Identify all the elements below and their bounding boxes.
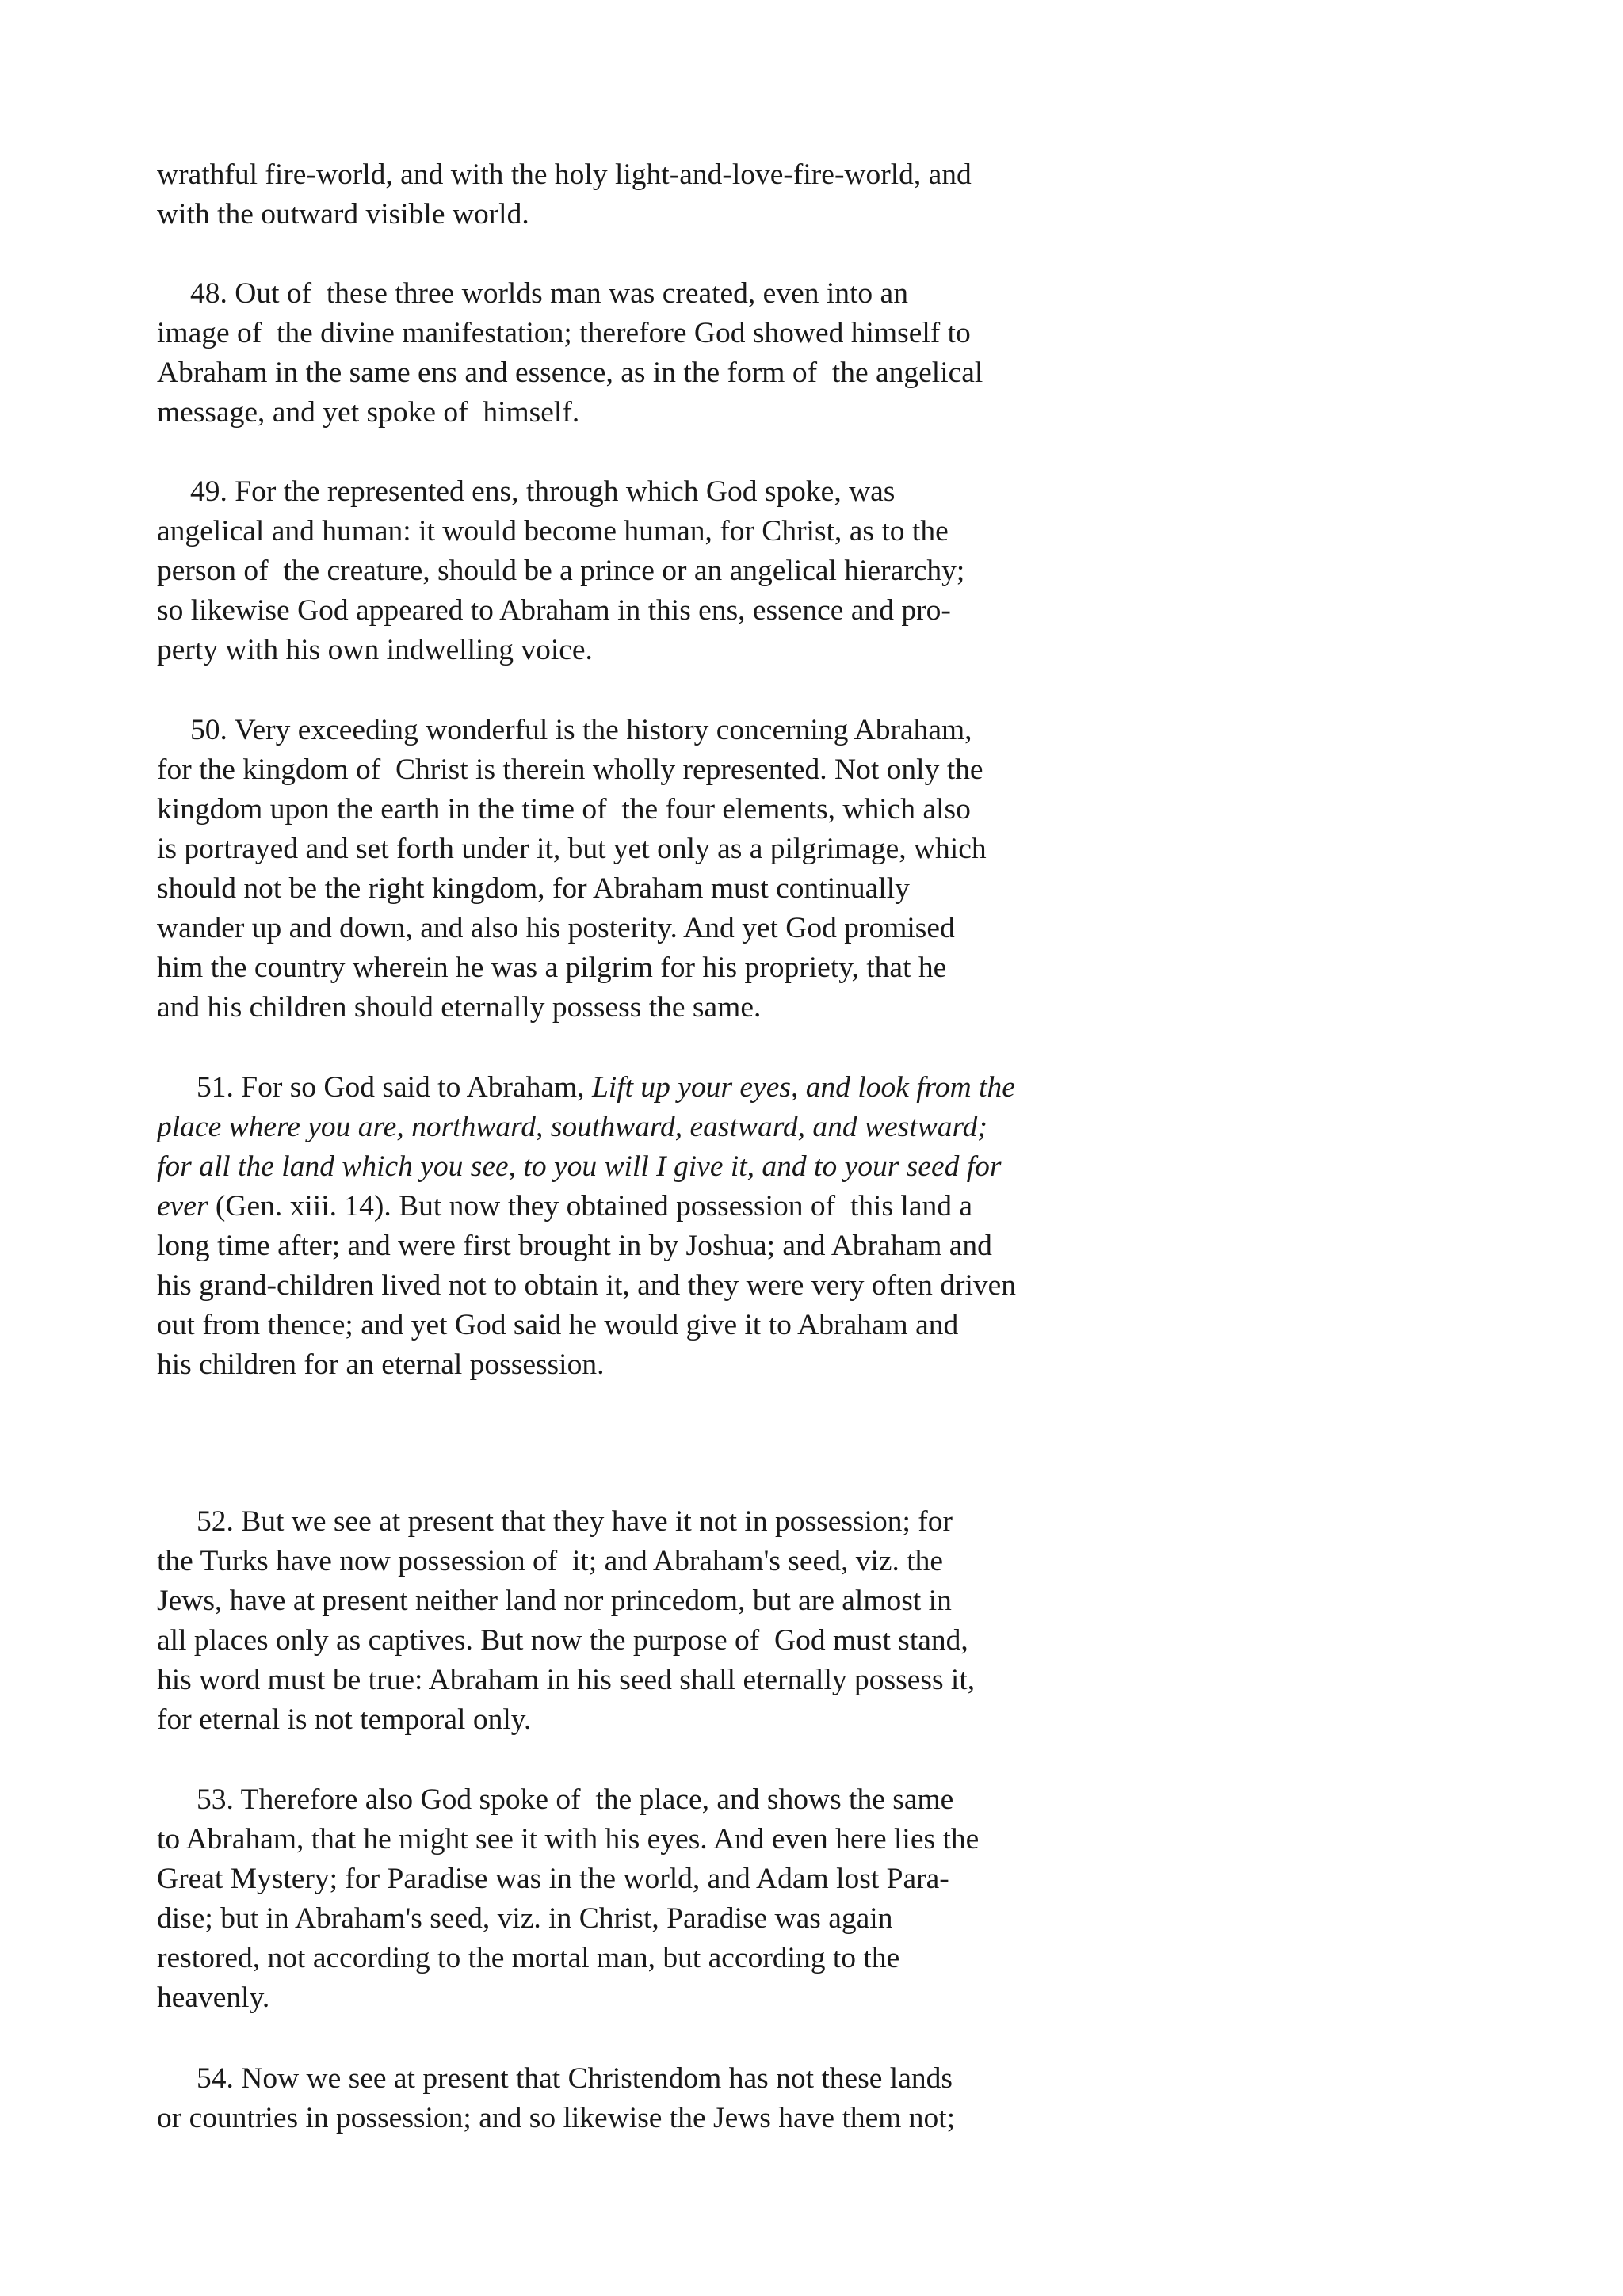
text-line: long time after; and were first brought in by Joshua; and Abraham and — [157, 1230, 992, 1262]
text-plain: 51. For so God said to Abraham, — [197, 1071, 592, 1104]
text-line: 54. Now we see at present that Christendom has not these lands — [197, 2062, 953, 2095]
scripture-quote: place where you are, northward, southward, eastward, and westward; — [157, 1111, 987, 1143]
paragraph-52 — [157, 1502, 1282, 1740]
text-line: heavenly. — [157, 1981, 270, 2014]
text-line: dise; but in Abraham's seed, viz. in Christ, Paradise was again — [157, 1902, 893, 1935]
text-line: Jews, have at present neither land nor princedom, but are almost in — [157, 1585, 952, 1617]
text-line: 50. Very exceeding wonderful is the history concerning Abraham, — [190, 714, 972, 746]
text-line: and his children should eternally possess the same. — [157, 991, 762, 1024]
text-line — [157, 1187, 1282, 1226]
paragraph-48 — [157, 274, 1282, 433]
text-line: wrathful fire-world, and with the holy light-and-love-fire-world, and — [157, 158, 972, 191]
text-line: for eternal is not temporal only. — [157, 1703, 532, 1736]
scripture-quote: for all the land which you see, to you will I give it, and to your seed for — [157, 1150, 1002, 1183]
text-line — [157, 1068, 1282, 1108]
text-line: kingdom upon the earth in the time of the four elements, which also — [157, 793, 971, 826]
text-line: the Turks have now possession of it; and Abraham's seed, viz. the — [157, 1545, 944, 1577]
text-line: 48. Out of these three worlds man was created, even into an — [190, 277, 908, 310]
text-line: Abraham in the same ens and essence, as in the form of the angelical — [157, 357, 983, 389]
text-line: image of the divine manifestation; therefore God showed himself to — [157, 317, 971, 349]
paragraph-54 — [157, 2059, 1282, 2138]
text-line: Great Mystery; for Paradise was in the world, and Adam lost Para- — [157, 1863, 949, 1895]
text-line: to Abraham, that he might see it with his eyes. And even here lies the — [157, 1823, 980, 1855]
text-line: person of the creature, should be a prince or an angelical hierarchy; — [157, 555, 965, 587]
scripture-quote: ever — [157, 1190, 208, 1222]
paragraph-49 — [157, 472, 1282, 670]
text-line: 53. Therefore also God spoke of the place, and shows the same — [197, 1783, 954, 1816]
text-line: angelical and human: it would become human, for Christ, as to the — [157, 515, 949, 547]
text-line: perty with his own indwelling voice. — [157, 634, 593, 666]
scripture-quote: Lift up your eyes, and look from the — [591, 1071, 1015, 1104]
text-line: with the outward visible world. — [157, 198, 529, 231]
text-line: out from thence; and yet God said he would give it to Abraham and — [157, 1309, 959, 1341]
text-line: for the kingdom of Christ is therein wholly represented. Not only the — [157, 753, 983, 786]
text-line: his children for an eternal possession. — [157, 1348, 605, 1381]
text-line: should not be the right kingdom, for Abraham must continually — [157, 872, 910, 905]
text-line: is portrayed and set forth under it, but yet only as a pilgrimage, which — [157, 833, 987, 865]
text-line: his word must be true: Abraham in his seed shall eternally possess it, — [157, 1664, 976, 1696]
text-line: restored, not according to the mortal man, but according to the — [157, 1942, 900, 1974]
text-line: him the country wherein he was a pilgrim for his propriety, that he — [157, 952, 947, 984]
text-plain: (Gen. xiii. 14). But now they obtained possession of this land a — [208, 1190, 973, 1222]
text-line: or countries in possession; and so likewise the Jews have them not; — [157, 2102, 956, 2134]
text-line: wander up and down, and also his posterity. And yet God promised — [157, 912, 955, 944]
text-line: 49. For the represented ens, through which God spoke, was — [190, 475, 896, 508]
text-line: all places only as captives. But now the purpose of God must stand, — [157, 1624, 968, 1657]
paragraph-continuation — [157, 155, 1282, 235]
paragraph-51 — [157, 1068, 1282, 1385]
paragraph-53 — [157, 1780, 1282, 2018]
text-line: message, and yet spoke of himself. — [157, 396, 580, 429]
text-line: his grand-children lived not to obtain it, and they were very often driven — [157, 1269, 1017, 1302]
text-line: 52. But we see at present that they have it not in possession; for — [197, 1505, 953, 1538]
paragraph-50 — [157, 711, 1282, 1028]
text-line: so likewise God appeared to Abraham in this ens, essence and pro- — [157, 594, 951, 627]
